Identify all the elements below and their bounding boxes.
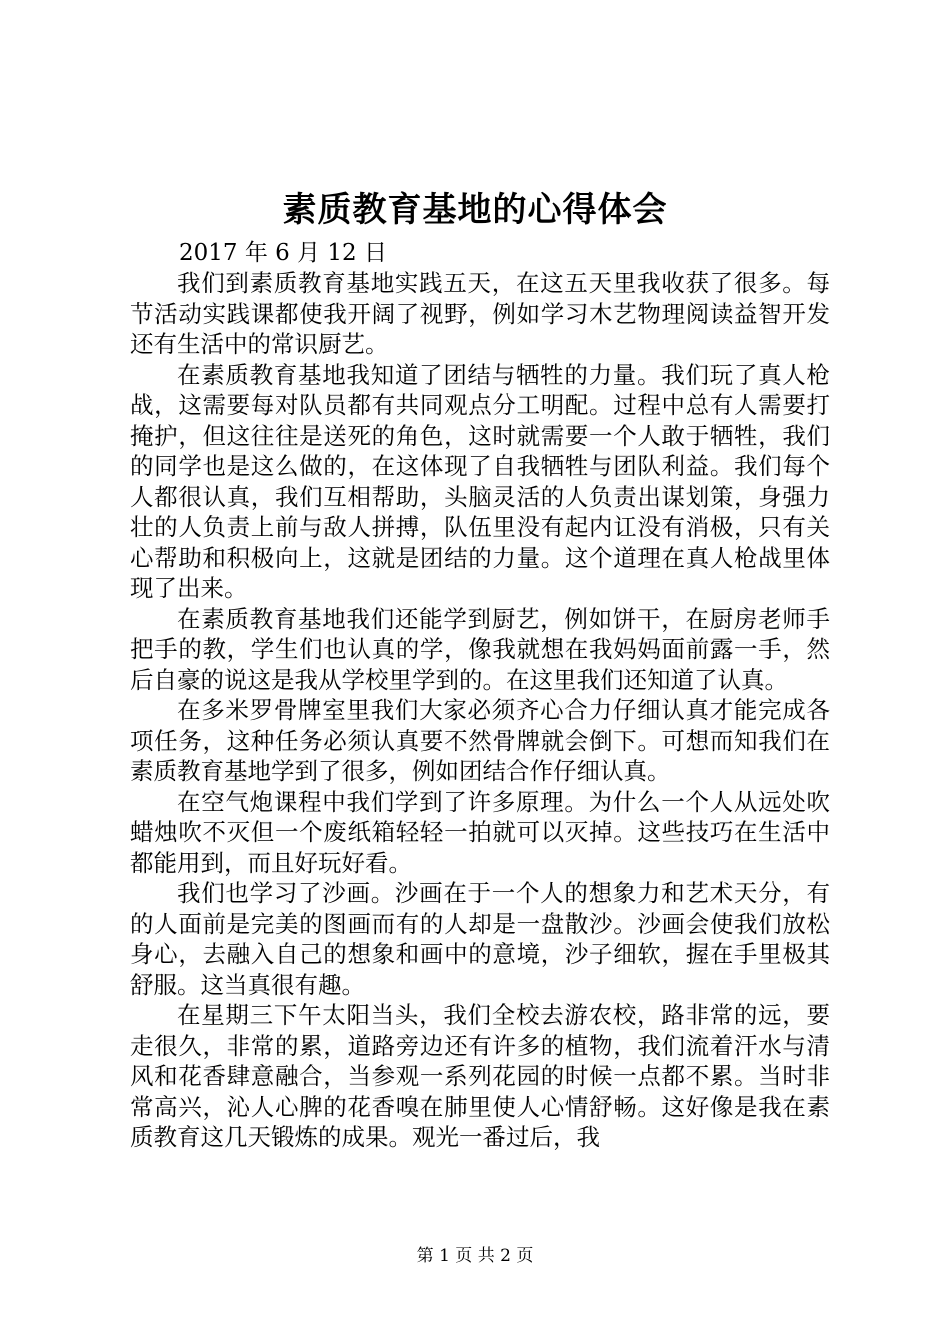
document-title: 素质教育基地的心得体会 — [282, 190, 668, 230]
paragraph-3: 在素质教育基地我们还能学到厨艺，例如饼干，在厨房老师手把手的教，学生们也认真的学，像我就想在我妈妈面前露一手，然后自豪的说这是我从学校里学到的。在这里我们还知道了认真。 — [130, 604, 830, 694]
document-date: 2017 年 6 月 12 日 — [179, 240, 387, 266]
page-number-footer: 第 1 页 共 2 页 — [416, 1246, 534, 1266]
paragraph-2: 在素质教育基地我知道了团结与牺牲的力量。我们玩了真人枪战，这需要每对队员都有共同观点分工明配。过程中总有人需要打掩护，但这往往是送死的角色，这时就需要一个人敢于牺牲，我们的同学也是这么做的，在这体现了自我牺牲与团队利益。我们每个人都很认真，我们互相帮助，头脑灵活的人负责出谋划策，身强力壮的人负责上前与敌人拼搏，队伍里没有起内讧没有消极，只有关心帮助和积极向上，这就是团结的力量。这个道理在真人枪战里体现了出来。 — [130, 360, 830, 602]
paragraph-1: 我们到素质教育基地实践五天，在这五天里我收获了很多。每节活动实践课都使我开阔了视野，例如学习木艺物理阅读益智开发还有生活中的常识厨艺。 — [130, 269, 830, 358]
paragraph-7: 在星期三下午太阳当头，我们全校去游农校，路非常的远，要走很久，非常的累，道路旁边还有许多的植物，我们流着汗水与清风和花香肆意融合，当参观一系列花园的时候一点都不累。当时非常高兴，沁人心脾的花香嗅在肺里使人心情舒畅。这好像是我在素质教育这几天锻炼的成果。观光一番过后，我 — [130, 1001, 830, 1151]
paragraph-4: 在多米罗骨牌室里我们大家必须齐心合力仔细认真才能完成各项任务，这种任务必须认真要不然骨牌就会倒下。可想而知我们在素质教育基地学到了很多，例如团结合作仔细认真。 — [130, 696, 830, 785]
document-body — [130, 268, 830, 1188]
paragraph-6: 我们也学习了沙画。沙画在于一个人的想象力和艺术天分，有的人面前是完美的图画而有的人却是一盘散沙。沙画会使我们放松身心，去融入自己的想象和画中的意境，沙子细软，握在手里极其舒服。这当真很有趣。 — [130, 879, 830, 999]
paragraph-5: 在空气炮课程中我们学到了许多原理。为什么一个人从远处吹蜡烛吹不灭但一个废纸箱轻轻一拍就可以灭掉。这些技巧在生活中都能用到，而且好玩好看。 — [130, 787, 830, 877]
